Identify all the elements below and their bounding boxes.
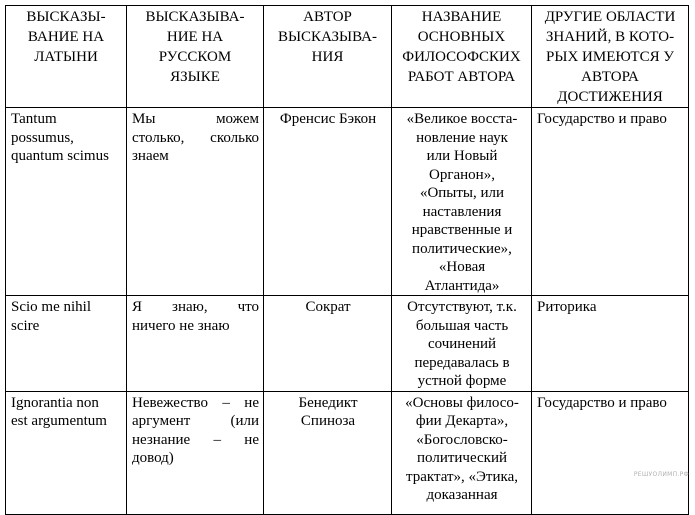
cell-russian: Мы можем столько, сколько знаем bbox=[127, 108, 264, 296]
header-author: АВТОР ВЫСКАЗЫВА- НИЯ bbox=[264, 6, 392, 108]
table-row bbox=[6, 108, 689, 296]
header-latin: ВЫСКАЗЫ- ВАНИЕ НА ЛАТЫНИ bbox=[6, 6, 127, 108]
cell-works: Отсутствуют, т.к. большая часть сочинений передавалась в устной форме bbox=[392, 296, 532, 392]
cell-russian: Я знаю, что ничего не знаю bbox=[127, 296, 264, 392]
table-row bbox=[6, 296, 689, 392]
cell-works: «Основы филосо- фии Декарта», «Богословско- политический трактат», «Этика, доказанная bbox=[392, 391, 532, 514]
cell-works: «Великое восста- новление наук или Новый Органон», «Опыты, или наставления нравственные и политические», «Новая Атлантида» bbox=[392, 108, 532, 296]
cell-author: Френсис Бэкон bbox=[264, 108, 392, 296]
header-other-fields: ДРУГИЕ ОБЛАСТИ ЗНАНИЙ, В КОТО- РЫХ ИМЕЮТСЯ У АВТОРА ДОСТИЖЕНИЯ bbox=[532, 6, 689, 108]
cell-other-fields: Риторика bbox=[532, 296, 689, 392]
cell-latin: Scio me nihil scire bbox=[6, 296, 127, 392]
cell-russian: Невежество – не аргумент (или незнание – не довод) bbox=[127, 391, 264, 514]
header-row bbox=[6, 6, 689, 108]
cell-other-fields: Государство и право bbox=[532, 391, 689, 514]
header-works: НАЗВАНИЕ ОСНОВНЫХ ФИЛОСОФСКИХ РАБОТ АВТОРА bbox=[392, 6, 532, 108]
cell-other-fields: Государство и право bbox=[532, 108, 689, 296]
cell-latin: Ignorantia non est argumentum bbox=[6, 391, 127, 514]
quotes-table bbox=[5, 5, 689, 515]
cell-latin: Tantum possumus, quantum scimus bbox=[6, 108, 127, 296]
watermark-text: РЕШУОЛИМП.РФ bbox=[633, 471, 689, 478]
table-row bbox=[6, 391, 689, 514]
cell-author: Сократ bbox=[264, 296, 392, 392]
header-russian: ВЫСКАЗЫВА- НИЕ НА РУССКОМ ЯЗЫКЕ bbox=[127, 6, 264, 108]
cell-author: Бенедикт Спиноза bbox=[264, 391, 392, 514]
